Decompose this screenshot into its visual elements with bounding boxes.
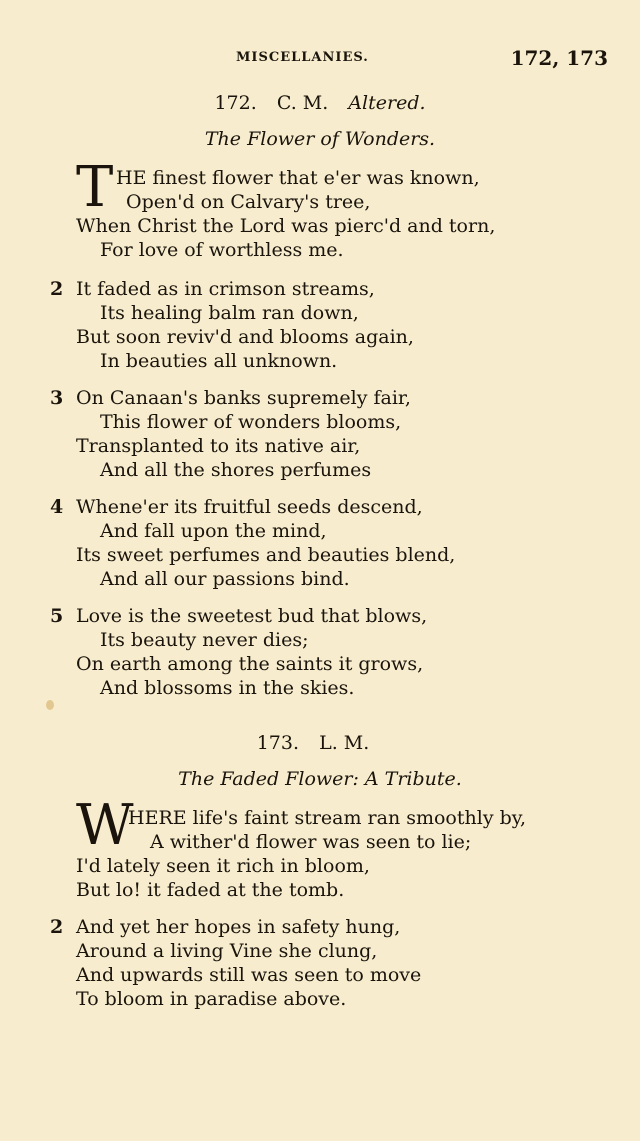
verse-line: A wither'd flower was seen to lie; xyxy=(150,831,472,853)
verse-line: But lo! it faded at the tomb. xyxy=(76,879,345,901)
verse-line: Its beauty never dies; xyxy=(100,629,309,651)
verse-line: I'd lately seen it rich in bloom, xyxy=(76,855,370,877)
stanza-number: 3 xyxy=(50,387,64,409)
hymn-number: 173. xyxy=(256,732,300,754)
stanza-number: 2 xyxy=(50,278,64,300)
hymn-172-heading xyxy=(0,92,640,114)
hymn-173-title: The Faded Flower: A Tribute. xyxy=(178,768,462,790)
verse-line: HERE life's faint stream ran smoothly by, xyxy=(128,807,527,829)
page-number: 172, 173 xyxy=(510,46,608,70)
verse-line: This flower of wonders blooms, xyxy=(100,411,402,433)
verse-line: But soon reviv'd and blooms again, xyxy=(76,326,414,348)
hymn-173-heading xyxy=(0,732,640,754)
verse-line: On Canaan's banks supremely fair, xyxy=(76,387,411,409)
verse-line: And blossoms in the skies. xyxy=(100,677,355,699)
verse-line: When Christ the Lord was pierc'd and torn, xyxy=(76,215,496,237)
paper-blemish xyxy=(46,700,54,710)
verse-line: And all our passions bind. xyxy=(100,568,350,590)
verse-line: For love of worthless me. xyxy=(100,239,344,261)
verse-line: Whene'er its fruitful seeds descend, xyxy=(76,496,423,518)
verse-line: Around a living Vine she clung, xyxy=(76,940,378,962)
hymn-meter: C. M. xyxy=(276,92,329,114)
running-head xyxy=(0,46,640,72)
verse-line: It faded as in crimson streams, xyxy=(76,278,375,300)
verse-line: And all the shores perfumes xyxy=(100,459,372,481)
hymn-172-title: The Flower of Wonders. xyxy=(204,128,436,150)
hymn-meter: L. M. xyxy=(319,732,370,754)
verse-line: Open'd on Calvary's tree, xyxy=(126,191,371,213)
verse-line: And fall upon the mind, xyxy=(100,520,327,542)
drop-cap: W xyxy=(76,793,134,858)
verse-line: Its healing balm ran down, xyxy=(100,302,359,324)
verse-line: Its sweet perfumes and beauties blend, xyxy=(76,544,456,566)
verse-line: And upwards still was seen to move xyxy=(76,964,422,986)
drop-cap: T xyxy=(76,155,114,220)
stanza-number: 4 xyxy=(50,496,64,518)
hymn-note: Altered. xyxy=(348,92,426,114)
hymn-number: 172. xyxy=(214,92,257,114)
verse-line: And yet her hopes in safety hung, xyxy=(76,916,401,938)
verse-line: To bloom in paradise above. xyxy=(76,988,347,1010)
verse-line: On earth among the saints it grows, xyxy=(76,653,424,675)
verse-line: Transplanted to its native air, xyxy=(76,435,361,457)
verse-line: HE finest flower that e'er was known, xyxy=(116,167,480,189)
stanza-number: 2 xyxy=(50,916,64,938)
verse-line: In beauties all unknown. xyxy=(100,350,338,372)
stanza-number: 5 xyxy=(50,605,64,627)
verse-line: Love is the sweetest bud that blows, xyxy=(76,605,428,627)
section-title: MISCELLANIES. xyxy=(236,50,369,65)
